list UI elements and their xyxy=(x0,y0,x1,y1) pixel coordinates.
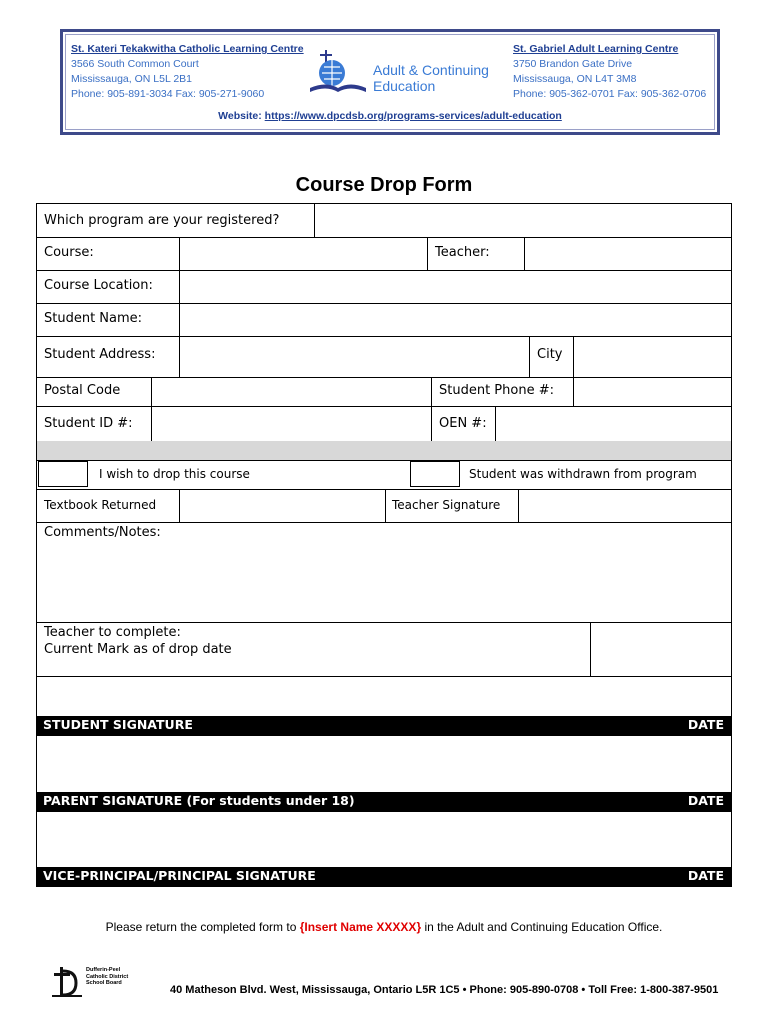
postal-code-field[interactable] xyxy=(151,377,431,406)
school-board-name-1: Dufferin-Peel xyxy=(86,967,121,973)
current-mark-field[interactable] xyxy=(590,622,731,676)
textbook-returned-label: Textbook Returned xyxy=(44,498,157,512)
separator-dot: • xyxy=(459,984,470,996)
board-address: 40 Matheson Blvd. West, Mississauga, Ontario L5R 1C5 xyxy=(170,984,460,996)
teacher-signature-field[interactable] xyxy=(518,489,731,522)
teacher-label: Teacher: xyxy=(435,245,490,260)
separator-dot: • xyxy=(578,984,589,996)
form-title: Course Drop Form xyxy=(295,174,473,196)
school-board-name-2: Catholic District xyxy=(86,973,129,980)
header-banner xyxy=(60,29,720,135)
left-centre-name: St. Kateri Tekakwitha Catholic Learning Centre xyxy=(71,43,304,55)
student-phone-label: Student Phone #: xyxy=(439,383,554,398)
parent-date-label: DATE xyxy=(687,793,724,808)
student-phone-field[interactable] xyxy=(573,377,731,406)
drop-course-label: I wish to drop this course xyxy=(99,467,250,481)
right-centre-phone: Phone: 905-362-0701 Fax: 905-362-0706 xyxy=(513,88,707,100)
parent-signature-label: PARENT SIGNATURE (For students under 18) xyxy=(43,793,355,808)
return-note-pre: Please return the completed form to xyxy=(105,920,300,934)
course-location-field[interactable] xyxy=(179,270,731,303)
row-drop-options xyxy=(36,460,732,490)
website-link[interactable]: https://www.dpcdsb.org/programs-services/adult-education xyxy=(264,110,562,122)
adult-education-wordmark xyxy=(373,62,489,94)
student-id-label: Student ID #: xyxy=(44,416,133,431)
student-signature-label: STUDENT SIGNATURE xyxy=(43,717,193,732)
student-name-label: Student Name: xyxy=(44,311,143,326)
course-location-label: Course Location: xyxy=(44,278,153,293)
row-postal-phone xyxy=(36,377,732,407)
row-course-location xyxy=(36,270,732,304)
teacher-signature-label-cell xyxy=(385,489,518,522)
vp-date-label: DATE xyxy=(687,868,724,883)
teacher-signature-label: Teacher Signature xyxy=(392,498,501,512)
website-label: Website: xyxy=(218,110,262,122)
left-centre-info xyxy=(71,42,304,102)
school-board-name xyxy=(86,967,128,987)
course-field[interactable] xyxy=(179,237,427,270)
school-board-emblem-icon xyxy=(52,965,88,999)
student-signature-area[interactable] xyxy=(36,676,732,717)
student-date-label: DATE xyxy=(687,717,724,732)
row-course xyxy=(36,237,732,271)
teacher-complete-label-2: Current Mark as of drop date xyxy=(44,642,232,657)
teacher-complete-label-1: Teacher to complete: xyxy=(44,625,181,640)
postal-code-label: Postal Code xyxy=(44,383,121,398)
vp-signature-bar xyxy=(36,867,732,887)
left-centre-street: 3566 South Common Court xyxy=(71,58,199,70)
return-instructions xyxy=(0,920,768,934)
teacher-label-cell xyxy=(427,237,524,270)
student-name-field[interactable] xyxy=(179,303,731,336)
comments-label: Comments/Notes: xyxy=(44,525,161,540)
oen-field[interactable] xyxy=(495,406,731,441)
city-field[interactable] xyxy=(573,336,731,377)
student-address-field[interactable] xyxy=(179,336,529,377)
withdrawn-label: Student was withdrawn from program xyxy=(469,467,697,481)
right-centre-street: 3750 Brandon Gate Drive xyxy=(513,58,633,70)
row-textbook xyxy=(36,489,732,523)
parent-signature-bar xyxy=(36,792,732,812)
board-tollfree: Toll Free: 1-800-387-9501 xyxy=(588,984,719,996)
student-address-label: Student Address: xyxy=(44,347,156,362)
grey-separator xyxy=(36,441,732,461)
row-student-address xyxy=(36,336,732,378)
student-signature-bar xyxy=(36,716,732,736)
row-program xyxy=(36,203,732,238)
city-label: City xyxy=(537,347,563,362)
student-id-field[interactable] xyxy=(151,406,431,441)
row-comments[interactable] xyxy=(36,522,732,623)
vp-signature-area[interactable] xyxy=(36,812,732,868)
website-line xyxy=(63,110,717,122)
school-board-name-3: School Board xyxy=(86,980,122,986)
parent-signature-area[interactable] xyxy=(36,736,732,793)
return-note-post: in the Adult and Continuing Education Office. xyxy=(421,920,663,934)
course-label: Course: xyxy=(44,245,94,260)
withdrawn-checkbox[interactable] xyxy=(410,461,460,487)
row-teacher-complete xyxy=(36,622,732,677)
program-question-label: Which program are your registered? xyxy=(44,213,280,228)
teacher-field[interactable] xyxy=(524,237,731,270)
drop-course-checkbox[interactable] xyxy=(38,461,88,487)
left-centre-phone: Phone: 905-891-3034 Fax: 905-271-9060 xyxy=(71,88,265,100)
row-student-name xyxy=(36,303,732,337)
adult-education-logo-icon xyxy=(308,48,368,98)
city-label-cell xyxy=(529,336,573,377)
oen-label: OEN #: xyxy=(439,416,487,431)
board-phone: Phone: 905-890-0708 xyxy=(469,984,579,996)
textbook-returned-field[interactable] xyxy=(179,489,385,522)
student-phone-label-cell xyxy=(431,377,573,406)
return-note-insert: {Insert Name XXXXX} xyxy=(299,920,422,934)
left-centre-city: Mississauga, ON L5L 2B1 xyxy=(71,73,193,85)
row-student-id xyxy=(36,406,732,442)
board-address-line xyxy=(170,984,718,996)
wordmark-line-2: Education xyxy=(373,78,436,94)
vp-signature-label: VICE-PRINCIPAL/PRINCIPAL SIGNATURE xyxy=(43,868,316,883)
wordmark-line-1: Adult & Continuing xyxy=(373,62,489,78)
right-centre-info xyxy=(513,42,706,102)
right-centre-city: Mississauga, ON L4T 3M8 xyxy=(513,73,637,85)
school-board-logo xyxy=(52,965,144,999)
oen-label-cell xyxy=(431,406,495,441)
program-field[interactable] xyxy=(314,204,731,237)
right-centre-name: St. Gabriel Adult Learning Centre xyxy=(513,43,679,55)
